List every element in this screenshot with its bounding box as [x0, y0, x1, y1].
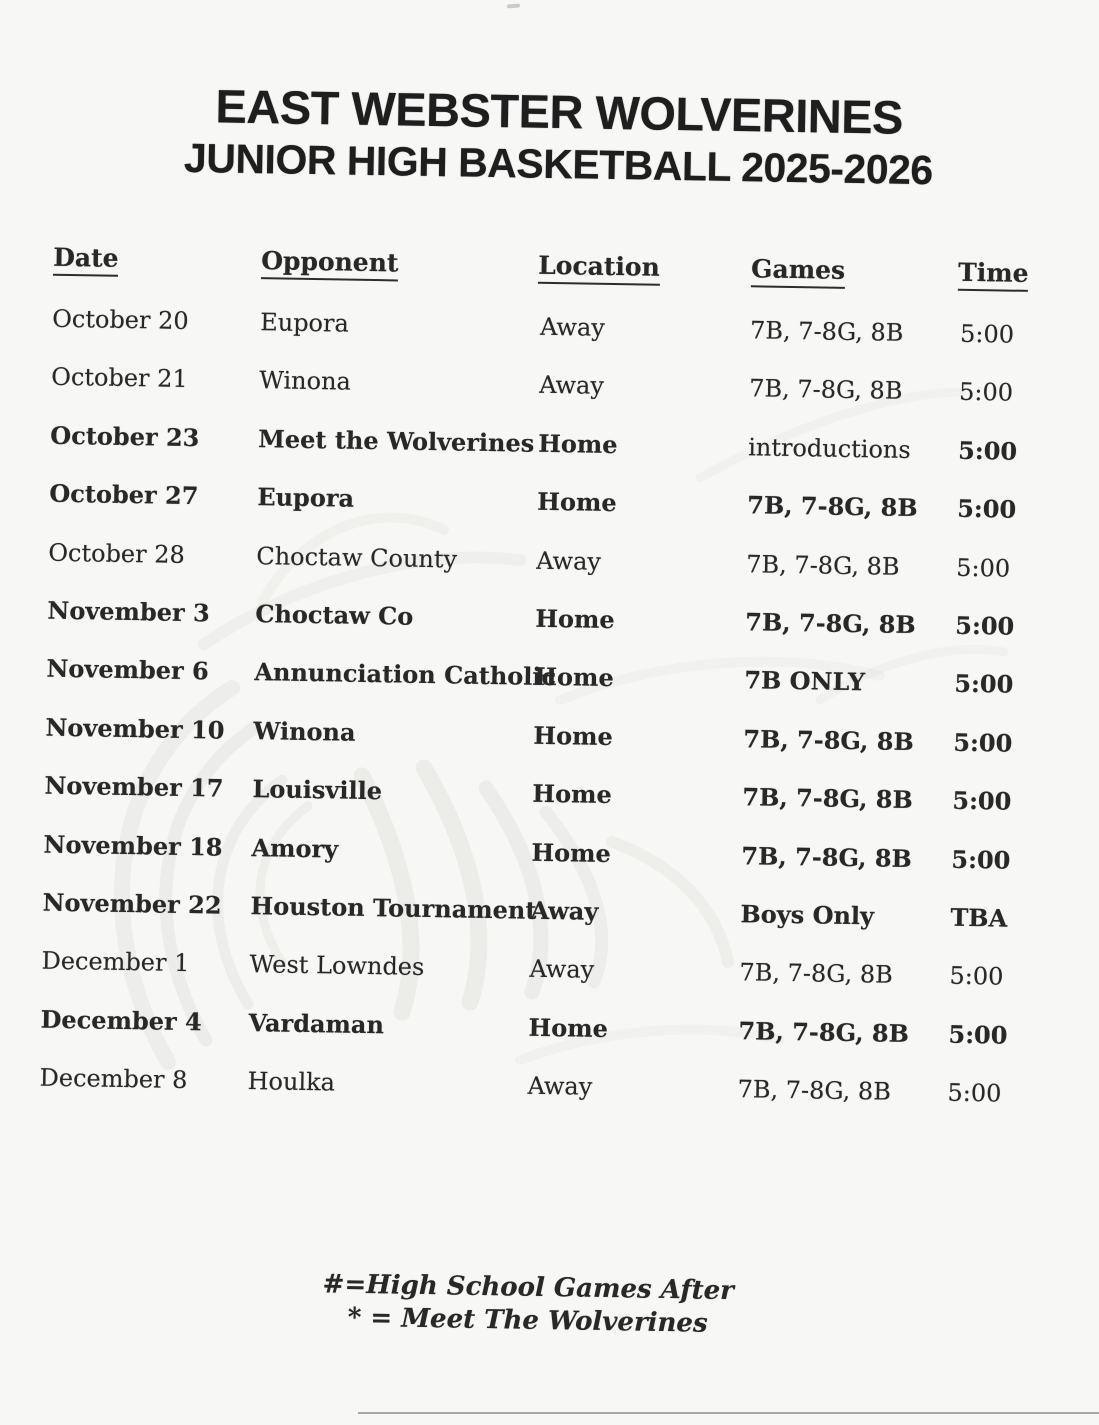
game-date: October 27	[49, 478, 199, 511]
game-time: 5:00	[956, 553, 1011, 583]
game-teams: 7B ONLY	[744, 665, 866, 697]
column-header-opponent: Opponent	[261, 246, 399, 281]
game-teams: introductions	[747, 433, 911, 464]
game-opponent: Houston Tournament	[250, 890, 537, 925]
game-location: Home	[533, 720, 614, 751]
game-time: 5:00	[947, 1078, 1002, 1108]
game-date: November 17	[44, 770, 224, 803]
game-date: December 8	[39, 1063, 188, 1095]
column-header-time: Time	[958, 258, 1029, 292]
game-time: 5:00	[956, 493, 1017, 524]
game-date: November 3	[47, 595, 210, 628]
game-teams: 7B, 7-8G, 8B	[741, 840, 913, 873]
game-location: Away	[527, 1071, 593, 1101]
game-time: 5:00	[951, 844, 1011, 875]
game-teams: 7B, 7-8G, 8B	[747, 490, 918, 523]
game-opponent: Annunciation Catholic	[254, 657, 557, 692]
game-location: Away	[530, 895, 599, 926]
game-time: 5:00	[957, 435, 1018, 466]
game-date: November 18	[43, 829, 223, 862]
game-date: October 20	[52, 304, 189, 335]
game-teams: Boys Only	[740, 899, 875, 931]
game-location: Away	[538, 371, 605, 401]
game-date: October 21	[51, 363, 188, 394]
game-location: Home	[535, 603, 615, 635]
game-opponent: Eupora	[259, 308, 350, 338]
game-time: TBA	[950, 902, 1008, 933]
game-teams: 7B, 7-8G, 8B	[743, 723, 914, 756]
game-time: 5:00	[954, 669, 1014, 700]
game-teams: 7B, 7-8G, 8B	[745, 607, 916, 640]
page-title: EAST WEBSTER WOLVERINES	[215, 79, 904, 144]
game-location: Away	[536, 546, 602, 576]
game-time: 5:00	[958, 378, 1014, 408]
game-opponent: Louisville	[252, 774, 383, 806]
game-location: Away	[529, 955, 595, 985]
game-time: 5:00	[949, 961, 1004, 991]
game-location: Away	[539, 312, 606, 342]
column-header-games: Games	[751, 254, 846, 289]
table-header-row	[8, 242, 1099, 288]
game-teams: 7B, 7-8G, 8B	[742, 782, 914, 815]
game-teams: 7B, 7-8G, 8B	[738, 1015, 910, 1048]
game-date: October 28	[48, 538, 186, 569]
page-subtitle: JUNIOR HIGH BASKETBALL 2025-2026	[183, 134, 934, 194]
game-opponent: Choctaw County	[256, 541, 458, 574]
footnote-meet-the-wolverines: * = Meet The Wolverines	[347, 1302, 708, 1339]
game-opponent: Winona	[259, 366, 352, 397]
game-time: 5:00	[948, 1019, 1008, 1050]
game-time: 5:00	[959, 319, 1015, 349]
game-opponent: Eupora	[257, 482, 355, 513]
game-opponent: Amory	[251, 832, 339, 864]
game-opponent: Choctaw Co	[255, 599, 414, 631]
game-teams: 7B, 7-8G, 8B	[739, 958, 894, 990]
game-teams: 7B, 7-8G, 8B	[746, 549, 900, 581]
scan-edge-artifact	[358, 1412, 1099, 1414]
document-title-block	[9, 75, 1099, 198]
footnote-high-school-games: #=High School Games After	[322, 1269, 735, 1307]
game-teams: 7B, 7-8G, 8B	[737, 1075, 892, 1106]
game-date: December 4	[40, 1004, 202, 1036]
game-teams: 7B, 7-8G, 8B	[749, 316, 904, 347]
game-opponent: West Lowndes	[249, 950, 425, 982]
game-location: Home	[531, 837, 612, 868]
game-date: November 22	[42, 887, 222, 920]
column-header-location: Location	[538, 251, 660, 286]
game-location: Home	[534, 662, 614, 693]
game-location: Home	[528, 1012, 609, 1043]
game-time: 5:00	[955, 610, 1015, 641]
game-date: November 10	[45, 712, 225, 745]
game-opponent: Vardaman	[248, 1007, 385, 1039]
game-date: November 6	[46, 654, 209, 686]
game-opponent: Houlka	[247, 1067, 336, 1097]
game-teams: 7B, 7-8G, 8B	[748, 374, 903, 406]
game-date: October 23	[50, 420, 200, 452]
column-header-date: Date	[53, 243, 119, 277]
game-opponent: Meet the Wolverines	[258, 423, 535, 458]
game-time: 5:00	[953, 727, 1013, 758]
game-location: Home	[532, 778, 613, 810]
schedule-body	[0, 302, 1099, 1138]
game-date: December 1	[41, 946, 190, 978]
footnotes-block	[0, 1263, 1066, 1347]
game-location: Home	[537, 486, 617, 518]
game-opponent: Winona	[253, 715, 356, 747]
game-location: Home	[538, 428, 618, 459]
game-time: 5:00	[952, 785, 1012, 816]
